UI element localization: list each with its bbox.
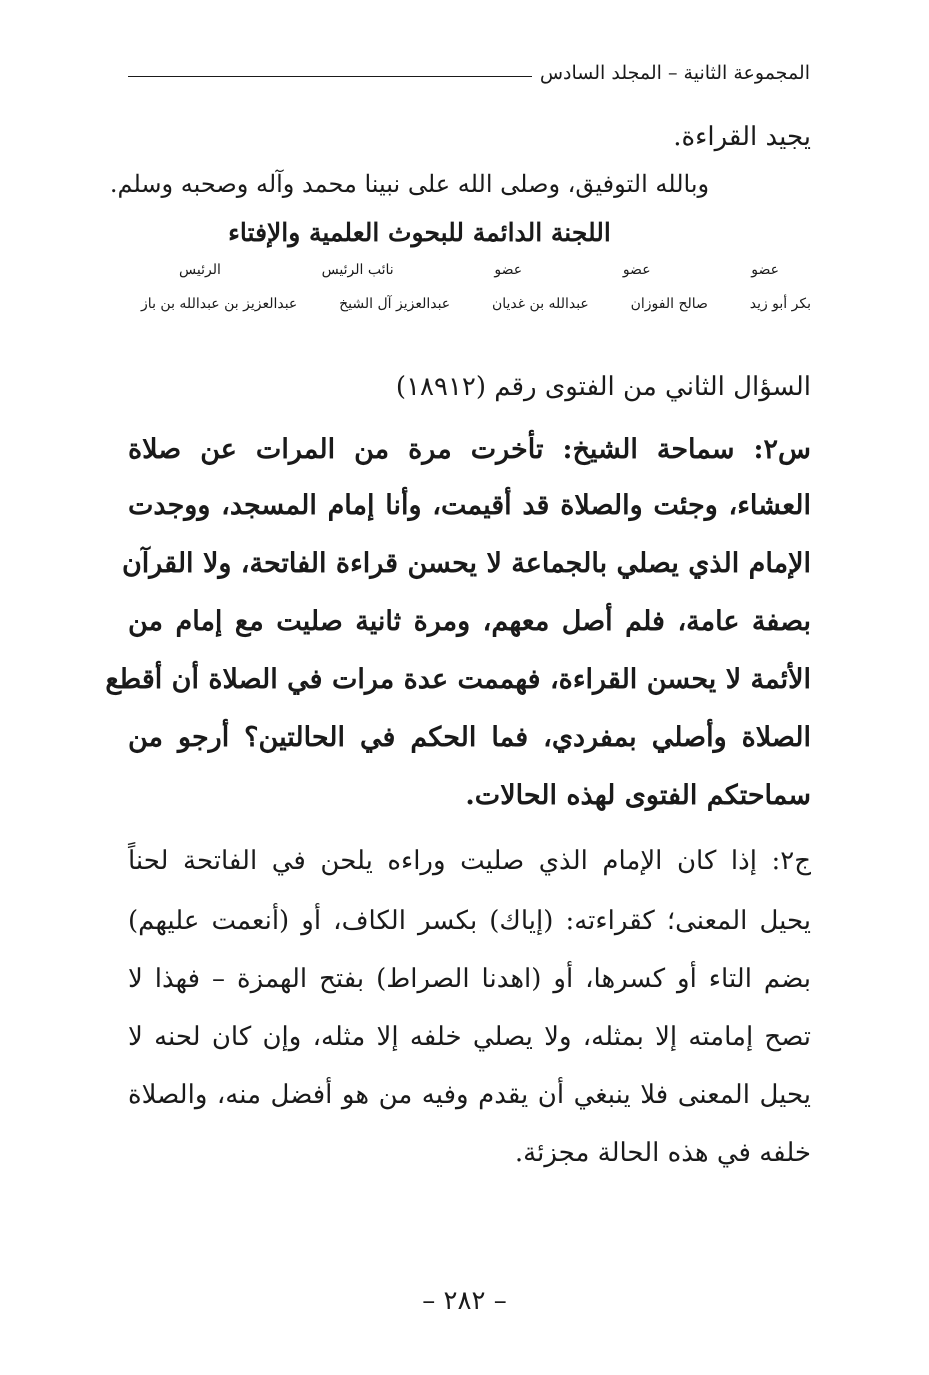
running-title: المجموعة الثانية – المجلد السادس	[539, 62, 810, 84]
answer-line: بضم التاء أو كسرها، أو (اهدنا الصراط) بفتح الهمزة – فهذا لا	[128, 964, 811, 994]
member-name: عبدالله بن غديان	[491, 296, 589, 312]
member-role: عضو	[622, 262, 651, 278]
page-number: – ٢٨٢ –	[422, 1286, 507, 1316]
previous-answer-ending: يجيد القراءة.	[673, 122, 811, 152]
fatwa-heading: السؤال الثاني من الفتوى رقم (١٨٩١٢)	[395, 372, 811, 402]
member-role: نائب الرئيس	[321, 262, 394, 278]
question-line: سماحتكم الفتوى لهذه الحالات.	[465, 780, 811, 811]
answer-line: يحيل المعنى فلا ينبغي أن يقدم وفيه من هو أفضل منه، والصلاة	[128, 1080, 811, 1110]
member-name: صالح الفوزان	[630, 296, 708, 312]
committee-title: اللجنة الدائمة للبحوث العلمية والإفتاء	[228, 218, 611, 247]
committee-roles	[179, 262, 779, 278]
member-name: عبدالعزيز بن عبدالله بن باز	[141, 296, 298, 312]
question-line: العشاء، وجئت والصلاة قد أقيمت، وأنا إمام المسجد، ووجدت	[128, 490, 811, 521]
answer-line: خلفه في هذه الحالة مجزئة.	[514, 1138, 811, 1168]
answer-line: تصح إمامته إلا بمثله، ولا يصلي خلفه إلا مثله، وإن كان لحنه لا	[128, 1022, 811, 1052]
member-role: الرئيس	[179, 262, 221, 278]
header-rule	[128, 76, 532, 77]
closing-prayer: وبالله التوفيق، وصلى الله على نبينا محمد وآله وصحبه وسلم.	[109, 170, 710, 198]
question-line: بصفة عامة، فلم أصل معهم، ومرة ثانية صليت مع إمام من	[128, 606, 811, 637]
member-role: عضو	[494, 262, 523, 278]
question-line: الأئمة لا يحسن القراءة، فهممت عدة مرات في الصلاة أن أقطع	[105, 664, 811, 695]
question-line: س٢: سماحة الشيخ: تأخرت مرة من المرات عن صلاة	[128, 434, 811, 465]
member-role: عضو	[751, 262, 779, 278]
answer-line: ج٢: إذا كان الإمام الذي صليت وراءه يلحن في الفاتحة لحناً	[128, 846, 811, 876]
committee-names	[141, 296, 811, 312]
member-name: عبدالعزيز آل الشيخ	[339, 296, 451, 312]
question-line: الإمام الذي يصلي بالجماعة لا يحسن قراءة الفاتحة، ولا القرآن	[121, 548, 811, 579]
answer-line: يحيل المعنى؛ كقراءته: (إياك) بكسر الكاف، أو (أنعمت عليهم)	[128, 906, 811, 936]
running-header	[128, 58, 810, 88]
question-line: الصلاة وأصلي بمفردي، فما الحكم في الحالتين؟ أرجو من	[128, 722, 811, 753]
member-name: بكر أبو زيد	[749, 296, 811, 312]
